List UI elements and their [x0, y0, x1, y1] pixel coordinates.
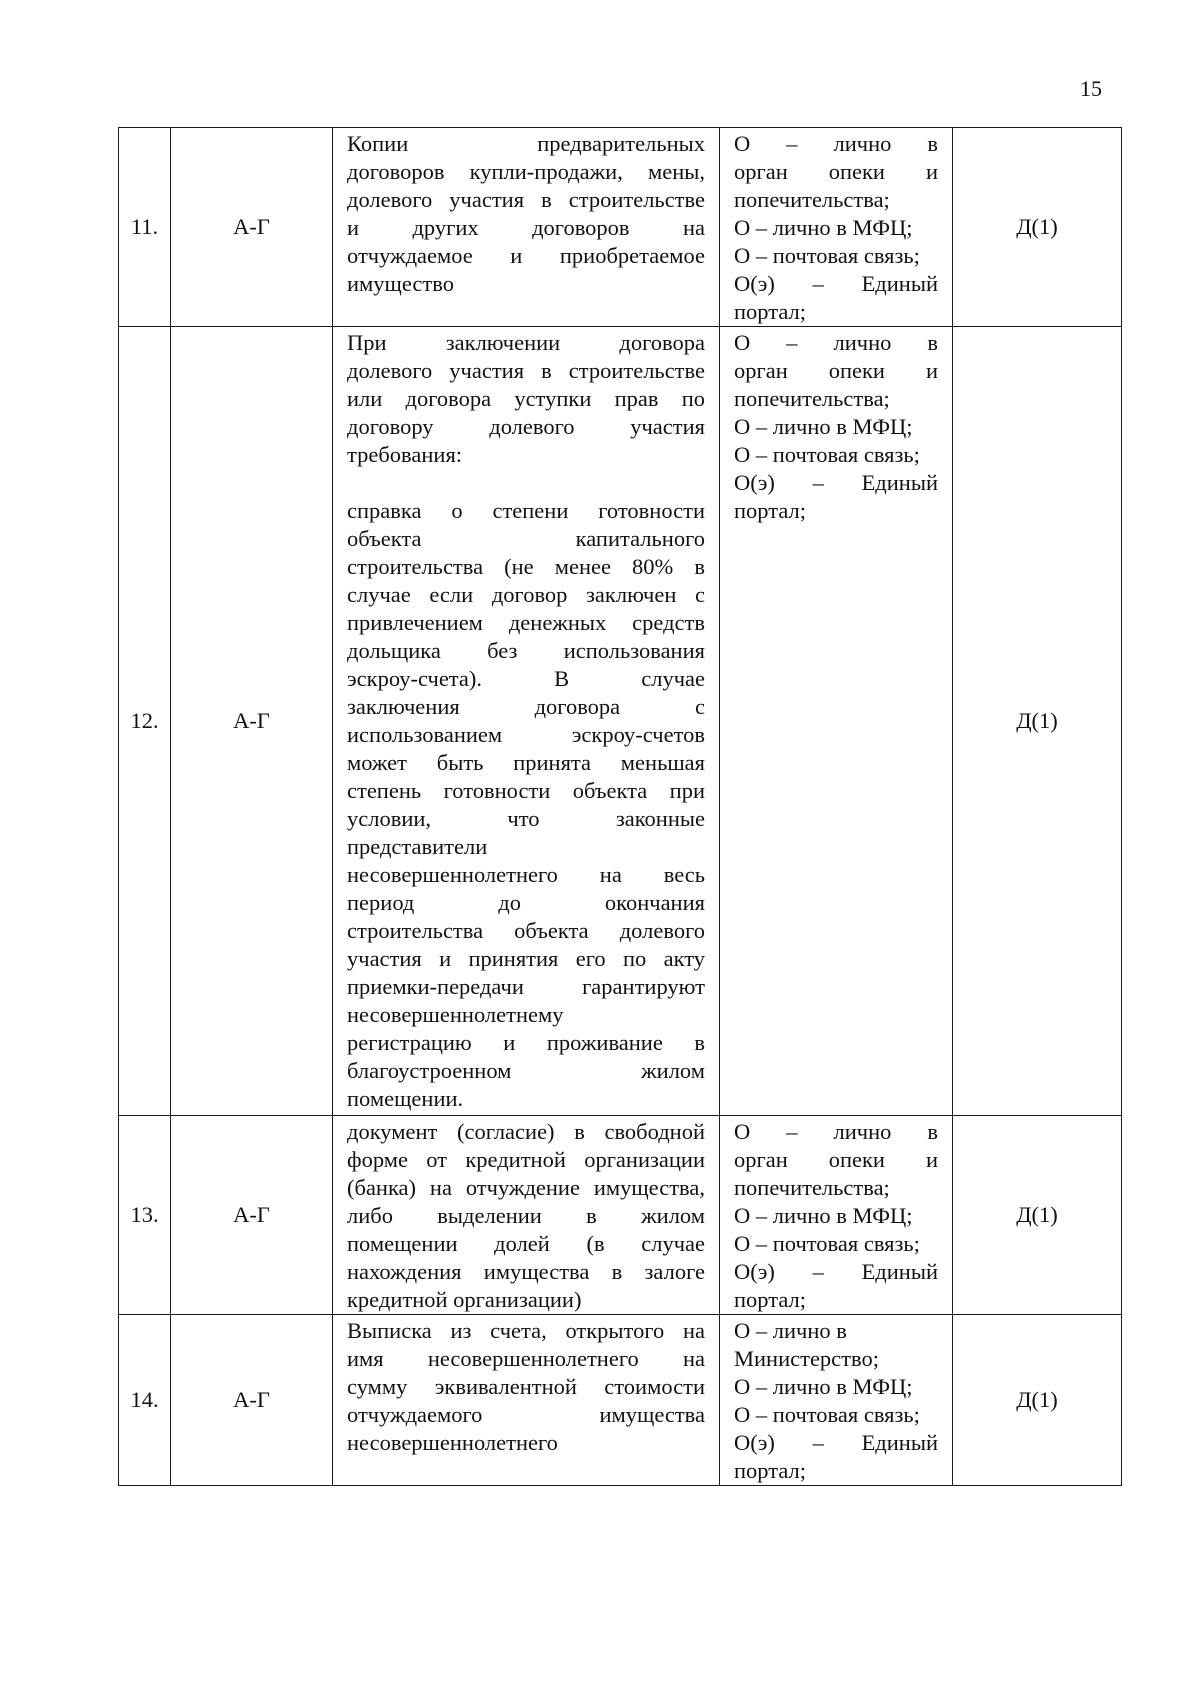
description-line: благоустроенном жилом: [347, 1058, 705, 1083]
description-line: имущество: [347, 271, 454, 296]
submission-methods: [720, 327, 953, 1116]
description-line: заключения договора с: [347, 694, 705, 719]
method-line: орган опеки и: [734, 1147, 938, 1172]
method-line: О – лично в МФЦ;: [734, 215, 913, 240]
method-line: О – лично в МФЦ;: [734, 1374, 913, 1399]
row-number: 11.: [119, 128, 171, 327]
description-line: договору долевого участия: [347, 414, 705, 439]
method-line: О – почтовая связь;: [734, 1402, 920, 1427]
description-line: объекта капитального: [347, 526, 705, 551]
applicant-category: А-Г: [171, 128, 333, 327]
description-line: условии, что законные: [347, 806, 705, 831]
description-line: или договора уступки прав по: [347, 386, 705, 411]
description-line: несовершеннолетнего на весь: [347, 862, 705, 887]
method-line: О(э) – Единый: [734, 1259, 938, 1284]
method-line: портал;: [734, 299, 807, 324]
description-line: участия и принятия его по акту: [347, 946, 705, 971]
description-line: отчуждаемого имущества: [347, 1402, 705, 1427]
document-description: [333, 1315, 720, 1486]
description-line: регистрацию и проживание в: [347, 1030, 705, 1055]
applicant-category: А-Г: [171, 1315, 333, 1486]
method-line: О – лично в МФЦ;: [734, 414, 913, 439]
method-line: О – лично в: [734, 1318, 847, 1343]
result-code: Д(1): [953, 327, 1122, 1116]
method-line: попечительства;: [734, 1175, 890, 1200]
table-row: [119, 128, 1122, 327]
method-line: О(э) – Единый: [734, 271, 938, 296]
description-line: помещении.: [347, 1086, 464, 1111]
description-line: долевого участия в строительстве: [347, 358, 705, 383]
method-line: Министерство;: [734, 1346, 879, 1371]
row-number: 14.: [119, 1315, 171, 1486]
description-line: и других договоров на: [347, 215, 705, 240]
applicant-category: А-Г: [171, 1116, 333, 1315]
description-line: требования:: [347, 442, 463, 467]
result-code: Д(1): [953, 1315, 1122, 1486]
result-code: Д(1): [953, 128, 1122, 327]
method-line: О(э) – Единый: [734, 470, 938, 495]
table-row: [119, 327, 1122, 1116]
description-line: имя несовершеннолетнего на: [347, 1346, 705, 1371]
method-line: О – почтовая связь;: [734, 243, 920, 268]
method-line: О – почтовая связь;: [734, 442, 920, 467]
description-line: договоров купли-продажи, мены,: [347, 159, 705, 184]
submission-methods: [720, 128, 953, 327]
row-number: 12.: [119, 327, 171, 1116]
description-line: Выписка из счета, открытого на: [347, 1318, 705, 1343]
description-line: форме от кредитной организации: [347, 1147, 705, 1172]
document-description: [333, 327, 720, 1116]
method-line: О(э) – Единый: [734, 1430, 938, 1455]
method-line: орган опеки и: [734, 358, 938, 383]
description-line: отчуждаемое и приобретаемое: [347, 243, 705, 268]
description-line: либо выделении в жилом: [347, 1203, 705, 1228]
documents-table: [118, 127, 1122, 1486]
description-line: дольщика без использования: [347, 638, 705, 663]
method-line: О – лично в: [734, 131, 938, 156]
description-line: степень готовности объекта при: [347, 778, 705, 803]
method-line: О – лично в: [734, 330, 938, 355]
method-line: попечительства;: [734, 386, 890, 411]
method-line: О – почтовая связь;: [734, 1231, 920, 1256]
submission-methods: [720, 1315, 953, 1486]
method-line: портал;: [734, 498, 807, 523]
description-line: строительства (не менее 80% в: [347, 554, 705, 579]
method-line: О – лично в: [734, 1119, 938, 1144]
description-line: строительства объекта долевого: [347, 918, 705, 943]
description-line: долевого участия в строительстве: [347, 187, 705, 212]
table-row: [119, 1116, 1122, 1315]
method-line: попечительства;: [734, 187, 890, 212]
description-line: сумму эквивалентной стоимости: [347, 1374, 705, 1399]
description-line: может быть принята меньшая: [347, 750, 705, 775]
method-line: портал;: [734, 1458, 807, 1483]
description-line: несовершеннолетнему: [347, 1002, 564, 1027]
applicant-category: А-Г: [171, 327, 333, 1116]
document-description: [333, 1116, 720, 1315]
description-line: Копии предварительных: [347, 131, 705, 156]
page-number: 15: [1080, 76, 1102, 101]
description-line: документ (согласие) в свободной: [347, 1119, 705, 1144]
description-line: приемки-передачи гарантируют: [347, 974, 705, 999]
description-line: представители: [347, 834, 488, 859]
description-line: нахождения имущества в залоге: [347, 1259, 705, 1284]
row-number: 13.: [119, 1116, 171, 1315]
method-line: О – лично в МФЦ;: [734, 1203, 913, 1228]
description-line: привлечением денежных средств: [347, 610, 705, 635]
method-line: портал;: [734, 1287, 807, 1312]
description-line: При заключении договора: [347, 330, 705, 355]
description-line: использованием эскроу-счетов: [347, 722, 705, 747]
description-line: эскроу-счета). В случае: [347, 666, 705, 691]
description-line: кредитной организации): [347, 1287, 582, 1312]
method-line: орган опеки и: [734, 159, 938, 184]
result-code: Д(1): [953, 1116, 1122, 1315]
description-line: помещении долей (в случае: [347, 1231, 705, 1256]
description-line: (банка) на отчуждение имущества,: [347, 1175, 705, 1200]
description-line: несовершеннолетнего: [347, 1430, 558, 1455]
table-row: [119, 1315, 1122, 1486]
description-line: случае если договор заключен с: [347, 582, 705, 607]
description-line: период до окончания: [347, 890, 705, 915]
description-line: справка о степени готовности: [347, 498, 705, 523]
document-description: [333, 128, 720, 327]
submission-methods: [720, 1116, 953, 1315]
